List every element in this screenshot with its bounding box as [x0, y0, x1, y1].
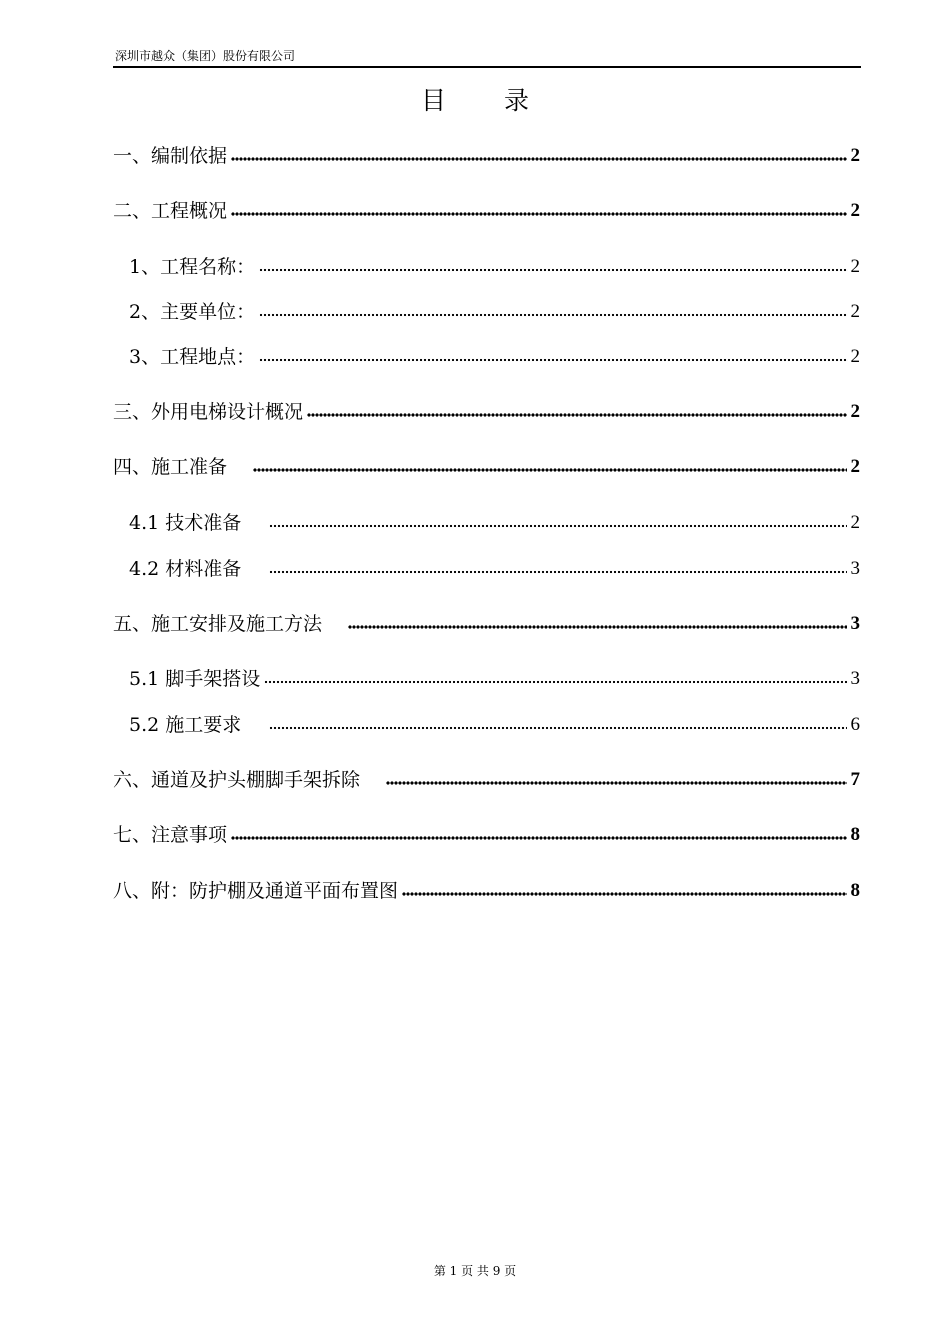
toc-leader-dots — [269, 523, 846, 529]
page-footer: 第 1 页 共 9 页 — [433, 1264, 517, 1278]
toc-entry-label: 3、工程地点： — [129, 346, 256, 368]
toc-entry-overview[interactable] — [113, 195, 860, 223]
toc-leader-dots — [264, 679, 846, 685]
toc-entry-appendix[interactable] — [113, 875, 860, 903]
toc-entry-precautions[interactable] — [113, 819, 860, 847]
toc-entry-label: 1、工程名称： — [129, 256, 256, 278]
toc-entry-label: 四、施工准备 — [113, 456, 228, 478]
toc-entry-label: 4.1 技术准备 — [129, 512, 242, 534]
toc-page-number: 2 — [850, 301, 860, 322]
toc-leader-dots — [269, 569, 846, 575]
header-company-name: 深圳市越众（集团）股份有限公司 — [115, 49, 296, 63]
toc-page-number: 2 — [850, 456, 860, 477]
toc-entry-label: 六、通道及护头棚脚手架拆除 — [113, 769, 361, 791]
toc-page-number: 7 — [850, 769, 860, 790]
toc-entry-preparation[interactable] — [113, 451, 860, 479]
toc-page-number: 3 — [850, 668, 860, 689]
toc-leader-dots — [231, 835, 846, 841]
toc-leader-dots — [259, 312, 846, 318]
toc-entry-label: 2、主要单位： — [129, 301, 256, 323]
toc-leader-dots — [231, 156, 846, 162]
toc-page-number: 2 — [850, 200, 860, 221]
toc-entry-elevator-design[interactable] — [113, 396, 860, 424]
toc-leader-dots — [253, 467, 846, 473]
toc-entry-label: 5.1 脚手架搭设 — [129, 668, 261, 690]
toc-page-number: 8 — [850, 824, 860, 845]
toc-page-number: 3 — [850, 558, 860, 579]
toc-entry-main-units[interactable] — [113, 296, 860, 324]
toc-page-number: 2 — [850, 346, 860, 367]
toc-leader-dots — [259, 357, 846, 363]
toc-page-number: 2 — [850, 401, 860, 422]
toc-entry-label: 二、工程概况 — [113, 200, 228, 222]
toc-page-number: 2 — [850, 512, 860, 533]
toc-leader-dots — [386, 780, 846, 786]
toc-leader-dots — [259, 267, 846, 273]
toc-leader-dots — [269, 725, 846, 731]
toc-entry-material-prep[interactable] — [113, 553, 860, 581]
toc-page-number: 8 — [850, 880, 860, 901]
toc-page-number: 2 — [850, 145, 860, 166]
toc-entry-requirements[interactable] — [113, 709, 860, 737]
toc-entry-label: 5.2 施工要求 — [129, 714, 242, 736]
toc-leader-dots — [307, 412, 846, 418]
toc-page-number: 6 — [850, 714, 860, 735]
toc-leader-dots — [348, 624, 846, 630]
page-header — [113, 48, 861, 68]
toc-entry-label: 七、注意事项 — [113, 824, 228, 846]
toc-entry-scaffold-setup[interactable] — [113, 663, 860, 691]
toc-entry-label: 八、附：防护棚及通道平面布置图 — [113, 880, 399, 902]
toc-entry-project-name[interactable] — [113, 251, 860, 279]
toc-entry-project-location[interactable] — [113, 341, 860, 369]
toc-entry-label: 一、编制依据 — [113, 145, 228, 167]
toc-leader-dots — [402, 891, 846, 897]
toc-page-number: 2 — [850, 256, 860, 277]
toc-entry-dismantling[interactable] — [113, 764, 860, 792]
toc-entry-label: 三、外用电梯设计概况 — [113, 401, 304, 423]
page-title: 目录 — [420, 86, 587, 115]
toc-entry-label: 五、施工安排及施工方法 — [113, 613, 323, 635]
toc-entry-technical-prep[interactable] — [113, 507, 860, 535]
toc-entry-label: 4.2 材料准备 — [129, 558, 242, 580]
toc-entry-arrangement[interactable] — [113, 608, 860, 636]
toc-page-number: 3 — [850, 613, 860, 634]
toc-entry-basis[interactable] — [113, 140, 860, 168]
toc-leader-dots — [231, 211, 846, 217]
